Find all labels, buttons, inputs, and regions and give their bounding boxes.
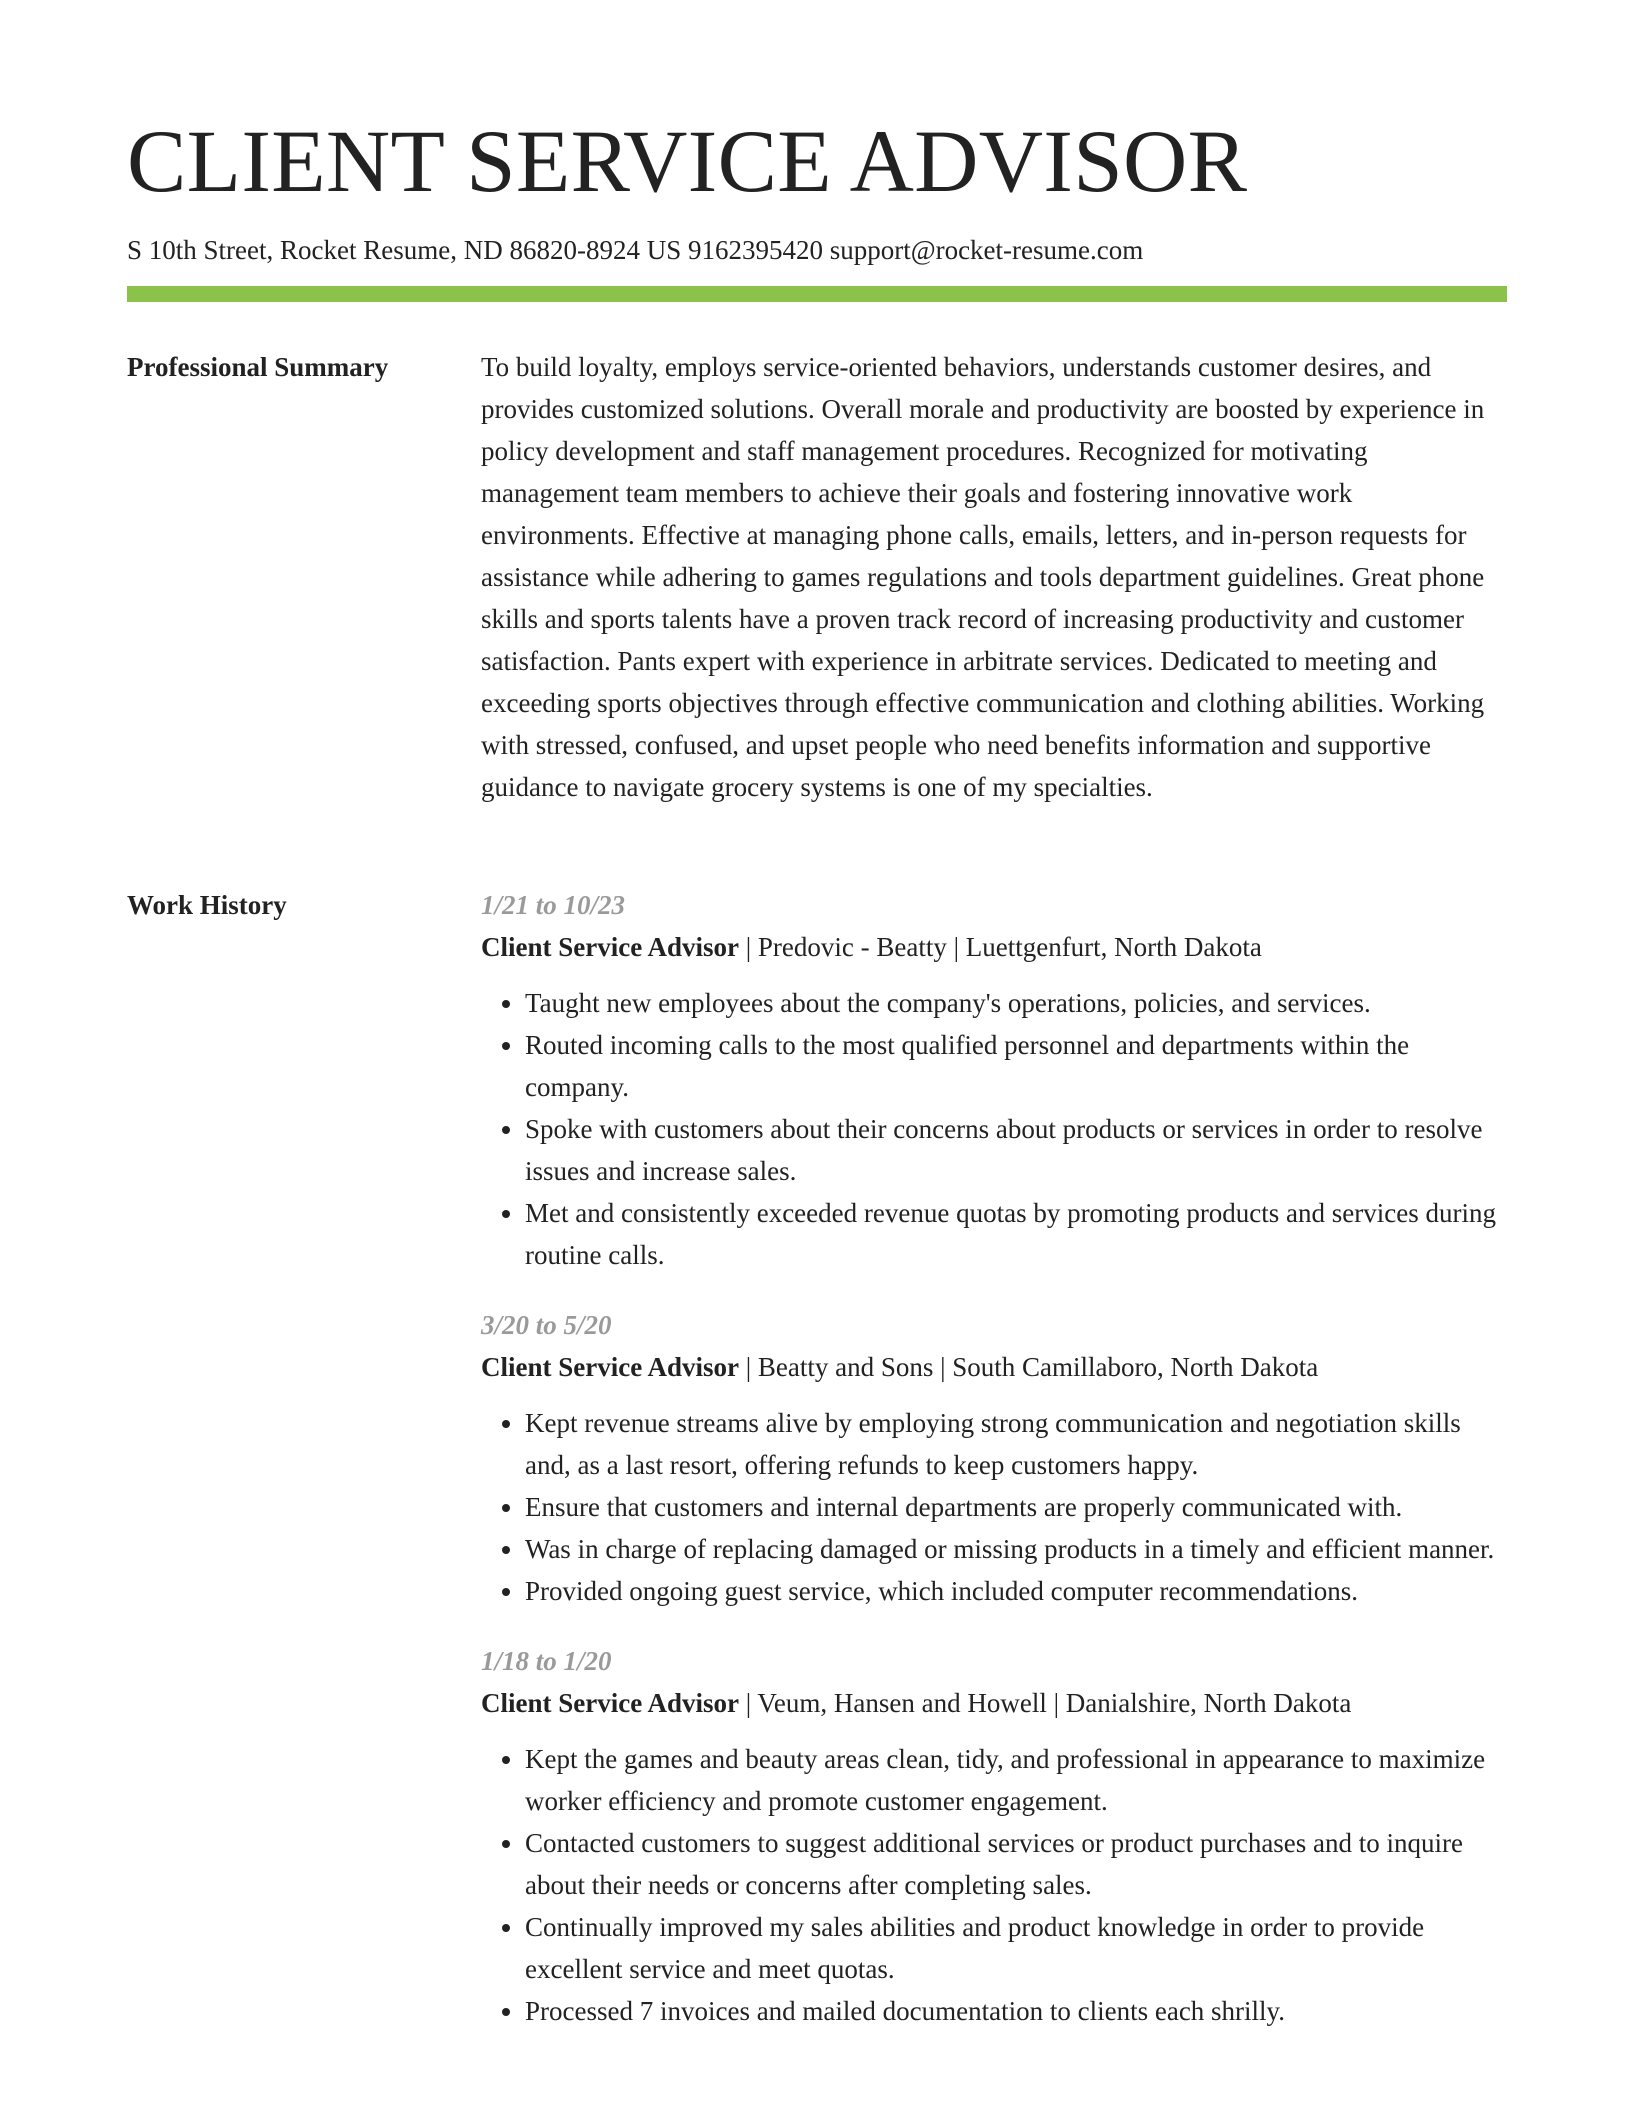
job-bullet: • Continually improved my sales abilities and product knowledge in order to provide excellent service and meet quotas. [525, 1906, 1507, 1990]
summary-text: To build loyalty, employs service-oriented behaviors, understands customer desires, and provides customized solutions. Overall morale and productivity are boosted by experience in policy development and staff management procedures. Recognized for motivating management team members to achieve their goals and fostering innovative work environments. Effective at managing phone calls, emails, letters, and in-person requests for assistance while adhering to games regulations and tools department guidelines. Great phone skills and sports talents have a proven track record of increasing productivity and customer satisfaction. Pants expert with experience in arbitrate services. Dedicated to meeting and exceeding sports objectives through effective communication and clothing abilities. Working with stressed, confused, and upset people who need benefits information and supportive guidance to navigate grocery systems is one of my specialties. [481, 352, 1485, 802]
job-details: | Veum, Hansen and Howell | Danialshire, North Dakota [738, 1688, 1352, 1718]
job-bullet: • Processed 7 invoices and mailed documentation to clients each shrilly. [525, 1990, 1507, 2032]
job-bullet: • Spoke with customers about their concerns about products or services in order to resolve issues and increase sales. [525, 1108, 1507, 1192]
header-divider [127, 286, 1507, 302]
job-heading [481, 1682, 1507, 1724]
job-dates: 1/18 to 1/20 [481, 1646, 612, 1676]
job-bullet: • Ensure that customers and internal departments are properly communicated with. [525, 1486, 1507, 1528]
job-bullet-list [481, 982, 1507, 1276]
job-entry [481, 1304, 1507, 1612]
job-entry [481, 884, 1507, 1276]
job-bullet-list [481, 1402, 1507, 1612]
job-bullet: • Kept the games and beauty areas clean, tidy, and professional in appearance to maximize worker efficiency and promote customer engagement. [525, 1738, 1507, 1822]
job-bullet-list [481, 1738, 1507, 2032]
job-dates: 1/21 to 10/23 [481, 890, 626, 920]
contact-info: S 10th Street, Rocket Resume, ND 86820-8924 US 9162395420 support@rocket-resume.com [127, 235, 1144, 265]
job-title: Client Service Advisor [481, 1352, 739, 1382]
summary-body [481, 346, 1507, 808]
section-title-summary: Professional Summary [127, 352, 389, 382]
job-details: | Beatty and Sons | South Camillaboro, North Dakota [738, 1352, 1319, 1382]
job-title: Client Service Advisor [481, 1688, 739, 1718]
job-bullet: • Routed incoming calls to the most qualified personnel and departments within the company. [525, 1024, 1507, 1108]
job-bullet: • Kept revenue streams alive by employing strong communication and negotiation skills and, as a last resort, offering refunds to keep customers happy. [525, 1402, 1507, 1486]
job-title: Client Service Advisor [481, 932, 739, 962]
job-dates: 3/20 to 5/20 [481, 1310, 612, 1340]
job-bullet: • Met and consistently exceeded revenue quotas by promoting products and services during routine calls. [525, 1192, 1507, 1276]
job-bullet: • Contacted customers to suggest additional services or product purchases and to inquire about their needs or concerns after completing sales. [525, 1822, 1507, 1906]
job-bullet: • Taught new employees about the company's operations, policies, and services. [525, 982, 1507, 1024]
work-history-body [481, 884, 1507, 2060]
job-entry [481, 1640, 1507, 2032]
job-bullet: • Provided ongoing guest service, which included computer recommendations. [525, 1570, 1507, 1612]
job-details: | Predovic - Beatty | Luettgenfurt, North Dakota [738, 932, 1262, 962]
job-heading [481, 926, 1507, 968]
section-title-work-history: Work History [127, 890, 287, 920]
resume-name: CLIENT SERVICE ADVISOR [127, 113, 1248, 211]
job-heading [481, 1346, 1507, 1388]
job-bullet: • Was in charge of replacing damaged or missing products in a timely and efficient manner. [525, 1528, 1507, 1570]
